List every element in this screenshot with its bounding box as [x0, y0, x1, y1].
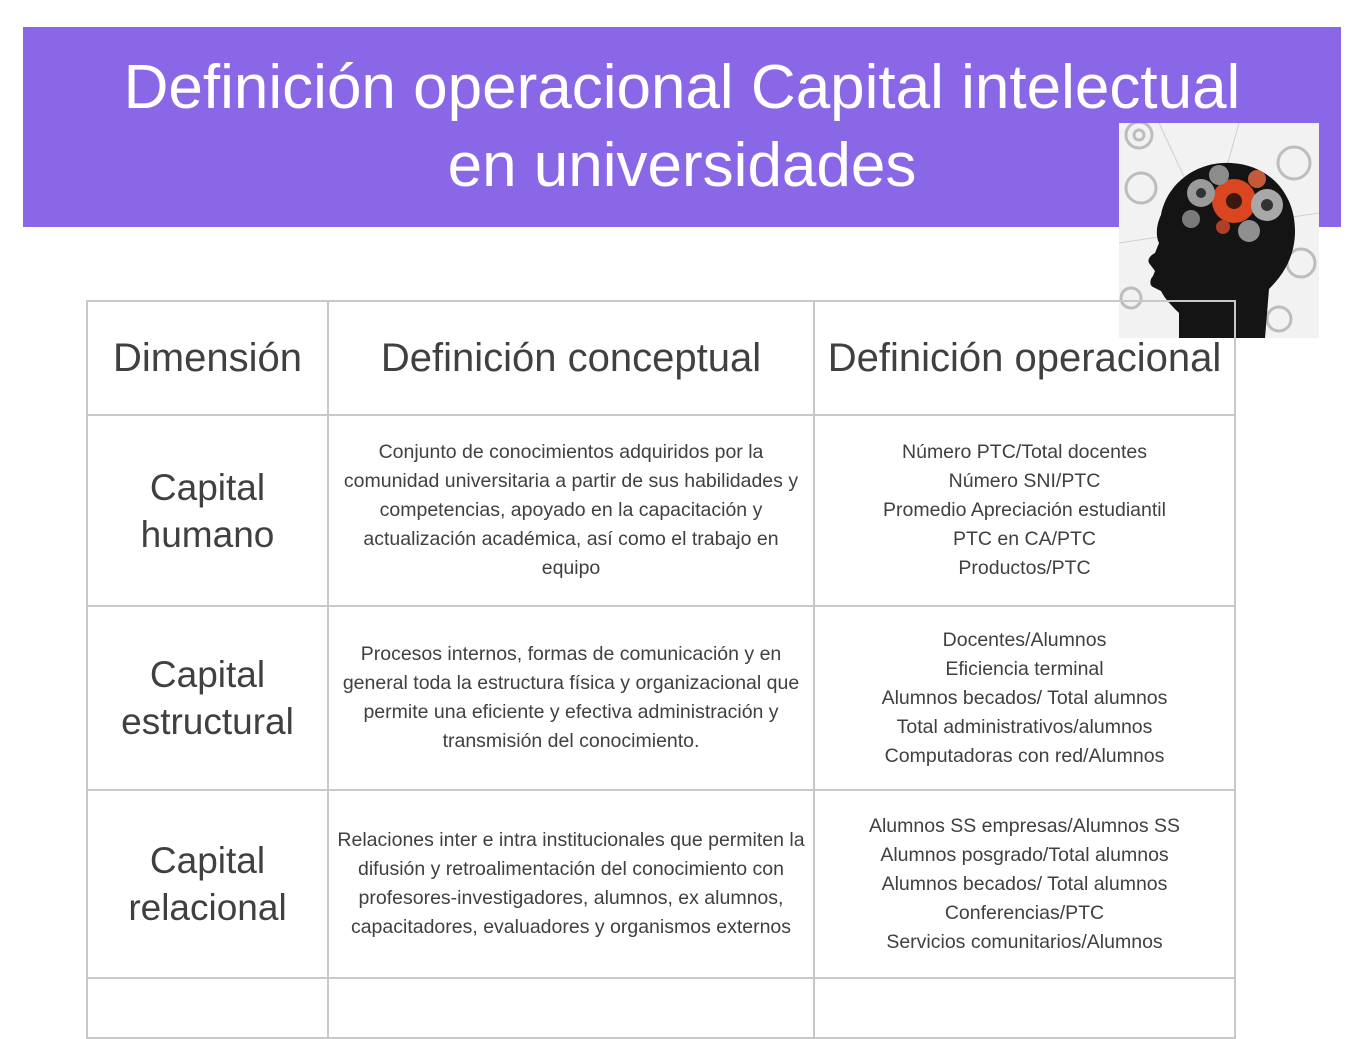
- title-line-1: Definición operacional Capital intelectual: [123, 53, 1241, 122]
- header-operational: Definición operacional: [814, 301, 1235, 415]
- operational-item: Promedio Apreciación estudiantil: [883, 499, 1166, 521]
- operational-item: Alumnos SS empresas/Alumnos SS: [868, 814, 1181, 837]
- empty-cell: [87, 978, 328, 1038]
- operational-definition-cell: [814, 790, 1235, 978]
- dimension-line: humano: [140, 513, 275, 555]
- conceptual-definition-cell: Conjunto de conocimientos adquiridos por la comunidad universitaria a partir de sus habilidades y competencias, apoyado en la capacitación y actualización académica, así como el trabajo en equipo: [328, 415, 814, 606]
- dimension-cell: [87, 790, 328, 978]
- operational-item: Conferencias/PTC: [944, 901, 1105, 924]
- operational-item: Servicios comunitarios/Alumnos: [886, 930, 1163, 953]
- dimension-line: Capital: [149, 840, 266, 881]
- table-header-row: [87, 301, 1235, 415]
- dimension-cell: [87, 415, 328, 606]
- operational-item: Computadoras con red/Alumnos: [884, 744, 1165, 767]
- operational-item: Alumnos posgrado/Total alumnos: [880, 843, 1169, 866]
- operational-definition-cell: [814, 415, 1235, 606]
- dimension-line: Capital: [149, 466, 266, 508]
- definition-table-container: [86, 300, 1236, 1039]
- conceptual-definition-cell: Procesos internos, formas de comunicación y en general toda la estructura física y organizacional que permite una eficiente y efectiva administración y transmisión del conocimiento.: [328, 606, 814, 790]
- operational-item: Productos/PTC: [958, 557, 1091, 579]
- table-row: [87, 606, 1235, 790]
- dimension-line: estructural: [121, 701, 294, 742]
- operational-item: Número SNI/PTC: [948, 470, 1101, 492]
- definition-table: [86, 300, 1236, 1039]
- header-conceptual: Definición conceptual: [328, 301, 814, 415]
- header-dimension: Dimensión: [87, 301, 328, 415]
- table-row: [87, 790, 1235, 978]
- table-row: [87, 415, 1235, 606]
- title-line-2: en universidades: [447, 131, 917, 200]
- operational-item: PTC en CA/PTC: [952, 528, 1097, 550]
- operational-item: Alumnos becados/ Total alumnos: [881, 686, 1168, 709]
- operational-item: Eficiencia terminal: [945, 657, 1104, 680]
- dimension-cell: [87, 606, 328, 790]
- dimension-line: relacional: [128, 887, 287, 928]
- dimension-line: Capital: [149, 654, 266, 695]
- empty-cell: [814, 978, 1235, 1038]
- operational-definition-cell: [814, 606, 1235, 790]
- empty-cell: [328, 978, 814, 1038]
- conceptual-definition-cell: Relaciones inter e intra institucionales que permiten la difusión y retroalimentación del conocimiento con profesores-investigadores, alumnos, ex alumnos, capacitadores, evaluadores y organismos externos: [328, 790, 814, 978]
- operational-item: Número PTC/Total docentes: [902, 441, 1147, 463]
- operational-item: Alumnos becados/ Total alumnos: [881, 872, 1168, 895]
- operational-item: Docentes/Alumnos: [942, 628, 1107, 651]
- operational-item: Total administrativos/alumnos: [896, 715, 1153, 738]
- page-title: [124, 49, 1241, 205]
- table-row-empty: [87, 978, 1235, 1038]
